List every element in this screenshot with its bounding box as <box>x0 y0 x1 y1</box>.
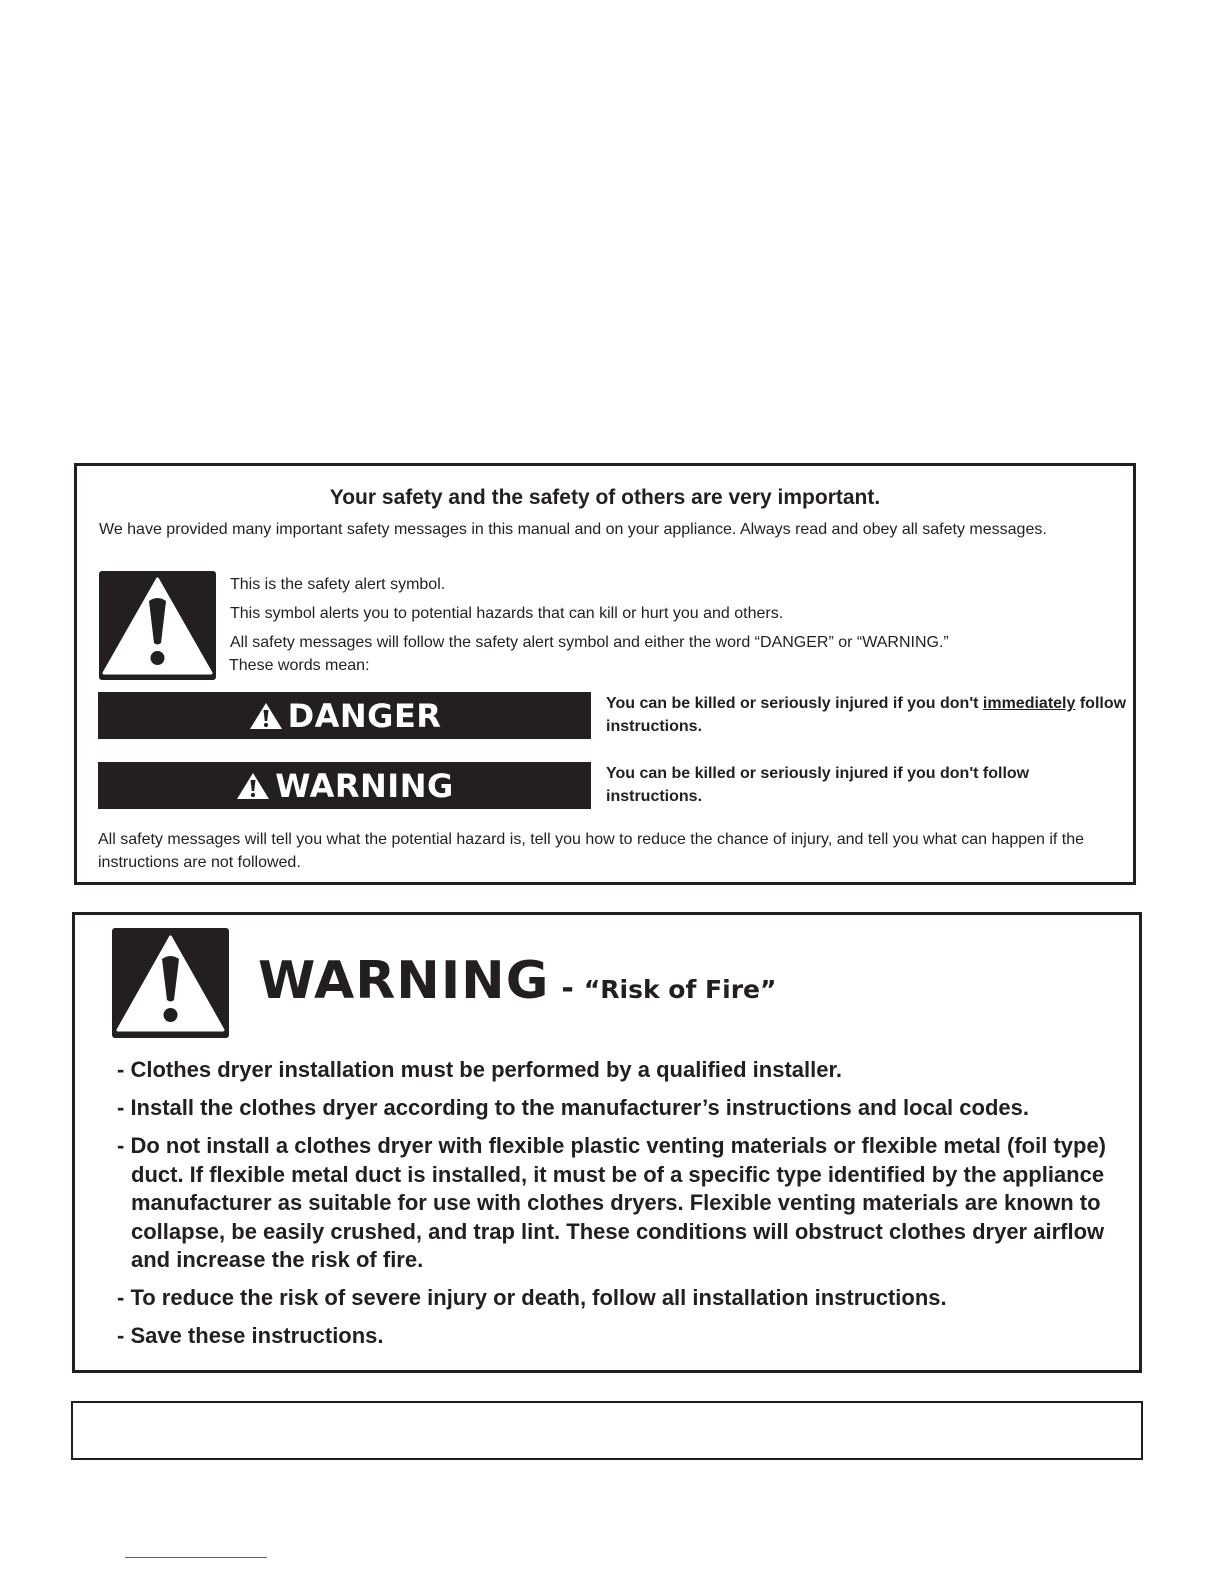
fire-warning-subtitle: “Risk of Fire” <box>583 975 777 1004</box>
safety-alert-triangle-icon <box>99 571 216 680</box>
fire-warning-box <box>72 912 1142 1373</box>
alert-line: This is the safety alert symbol. <box>230 576 446 593</box>
safety-footer-text: All safety messages will tell you what the potential hazard is, tell you how to reduce the chance of injury, and tell you what can happen if the instructions are not followed. <box>98 831 1085 871</box>
danger-desc-emphasis: immediately <box>982 695 1076 712</box>
safety-information-box <box>74 463 1136 885</box>
danger-alert-icon <box>248 701 284 731</box>
alert-line: These words mean: <box>229 657 370 674</box>
safety-intro-text: We have provided many important safety messages in this manual and on your appliance. Always read and obey all safety messages. <box>99 521 1047 538</box>
fire-warning-dash: - <box>561 971 574 1006</box>
alert-line: This symbol alerts you to potential hazards that can kill or hurt you and others. <box>230 605 784 622</box>
list-item: - Do not install a clothes dryer with flexible plastic venting materials or flexible metal (foil type) duct. If flexible metal duct is installed, it must be of a specific type identified by the appliance manufacturer as suitable for use with clothes dryers. Flexible venting materials are known to collapse, be easily crushed, and trap lint. These conditions will obstruct clothes dryer airflow and increase the risk of fire. <box>117 1133 1107 1272</box>
fire-warning-list <box>117 1056 1117 1360</box>
warning-signal-bar <box>98 762 591 809</box>
warning-description: You can be killed or seriously injured if you don't follow instructions. <box>606 765 1030 805</box>
footer-divider <box>125 1557 267 1558</box>
list-item: - To reduce the risk of severe injury or death, follow all installation instructions. <box>117 1285 947 1310</box>
warning-alert-icon <box>235 771 271 801</box>
list-item: - Save these instructions. <box>117 1323 384 1348</box>
fire-warning-title <box>258 951 776 1011</box>
safety-heading: Your safety and the safety of others are very important. <box>329 486 881 509</box>
fire-alert-triangle-icon <box>112 928 229 1038</box>
fire-warning-word: WARNING <box>258 951 550 1011</box>
list-item: - Clothes dryer installation must be performed by a qualified installer. <box>117 1057 842 1082</box>
danger-label: DANGER <box>287 696 442 735</box>
warning-label: WARNING <box>275 766 454 805</box>
list-item: - Install the clothes dryer according to the manufacturer’s instructions and local codes. <box>117 1095 1029 1120</box>
empty-note-box <box>71 1401 1143 1460</box>
danger-desc-after: follow instructions. <box>606 695 1127 735</box>
alert-line: All safety messages will follow the safety alert symbol and either the word “DANGER” or “WARNING.” <box>230 634 949 651</box>
danger-signal-bar <box>98 692 591 739</box>
danger-desc-before: You can be killed or seriously injured if you don't <box>606 695 983 712</box>
danger-description <box>606 692 1136 738</box>
